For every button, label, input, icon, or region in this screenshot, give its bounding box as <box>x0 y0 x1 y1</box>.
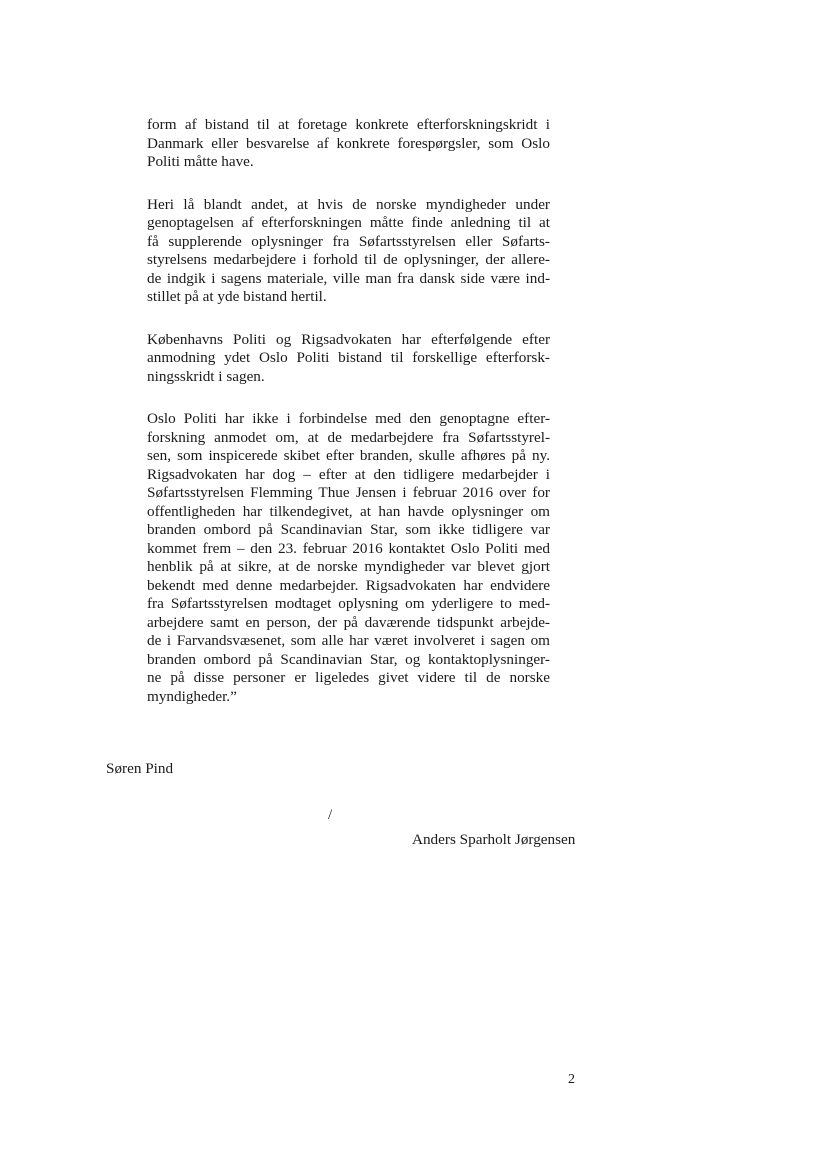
text-line: styrelsens medarbejdere i forhold til de oplysninger, der allere- <box>147 251 550 268</box>
paragraph-2 <box>147 196 550 307</box>
text-line: kommet frem – den 23. februar 2016 kontaktet Oslo Politi med <box>147 539 550 557</box>
text-line: få supplerende oplysninger fra Søfartsstyrelsen eller Søfarts- <box>147 232 550 250</box>
text-line: arbejdere samt en person, der på daværende tidspunkt arbejde- <box>147 613 550 631</box>
page-number: 2 <box>568 1072 575 1087</box>
text-line: stillet på at yde bistand hertil. <box>147 288 327 305</box>
text-line: Danmark eller besvarelse af konkrete forespørgsler, som Oslo <box>147 134 550 152</box>
paragraph-4 <box>147 410 550 706</box>
text-line: Københavns Politi og Rigsadvokaten har efterfølgende efter <box>147 330 550 348</box>
text-line: branden ombord på Scandinavian Star, og kontaktoplysninger- <box>147 650 550 668</box>
text-line: branden ombord på Scandinavian Star, som ikke tidligere var <box>147 521 550 538</box>
text-line: ne på disse personer er ligeledes givet videre til de norske <box>147 669 550 686</box>
text-line: Søfartsstyrelsen Flemming Thue Jensen i februar 2016 over for <box>147 484 550 501</box>
text-line: offentligheden har tilkendegivet, at han havde oplysninger om <box>147 502 550 520</box>
text-line: Oslo Politi har ikke i forbindelse med den genoptagne efter- <box>147 410 550 427</box>
text-line: Heri lå blandt andet, at hvis de norske myndigheder under <box>147 195 550 213</box>
text-line: Rigsadvokaten har dog – efter at den tidligere medarbejder i <box>147 465 550 483</box>
text-line: sen, som inspicerede skibet efter branden, skulle afhøres på ny. <box>147 447 550 464</box>
signature-name-right: Anders Sparholt Jørgensen <box>412 831 576 848</box>
paragraph-1 <box>147 116 550 172</box>
text-line: Politi måtte have. <box>147 153 254 170</box>
text-line: forskning anmodet om, at de medarbejdere fra Søfartsstyrel- <box>147 428 550 446</box>
signature-separator: / <box>328 806 333 823</box>
text-line: anmodning ydet Oslo Politi bistand til forskellige efterforsk- <box>147 349 550 366</box>
text-line: bekendt med denne medarbejder. Rigsadvokaten har endvidere <box>147 576 550 594</box>
text-line: genoptagelsen af efterforskningen måtte finde anledning til at <box>147 214 550 231</box>
text-line: de i Farvandsvæsenet, som alle har været involveret i sagen om <box>147 632 550 649</box>
text-line: de indgik i sagens materiale, ville man fra dansk side være ind- <box>147 269 550 287</box>
signature-name-left: Søren Pind <box>106 760 174 777</box>
text-line: henblik på at sikre, at de norske myndigheder var blevet gjort <box>147 558 550 575</box>
text-line: form af bistand til at foretage konkrete efterforskningskridt i <box>147 116 550 133</box>
text-line: myndigheder.” <box>147 687 237 705</box>
paragraph-3 <box>147 331 550 387</box>
text-line: ningsskridt i sagen. <box>147 367 265 385</box>
quoted-text-block <box>147 116 550 730</box>
text-line: fra Søfartsstyrelsen modtaget oplysning om yderligere to med- <box>147 595 550 612</box>
